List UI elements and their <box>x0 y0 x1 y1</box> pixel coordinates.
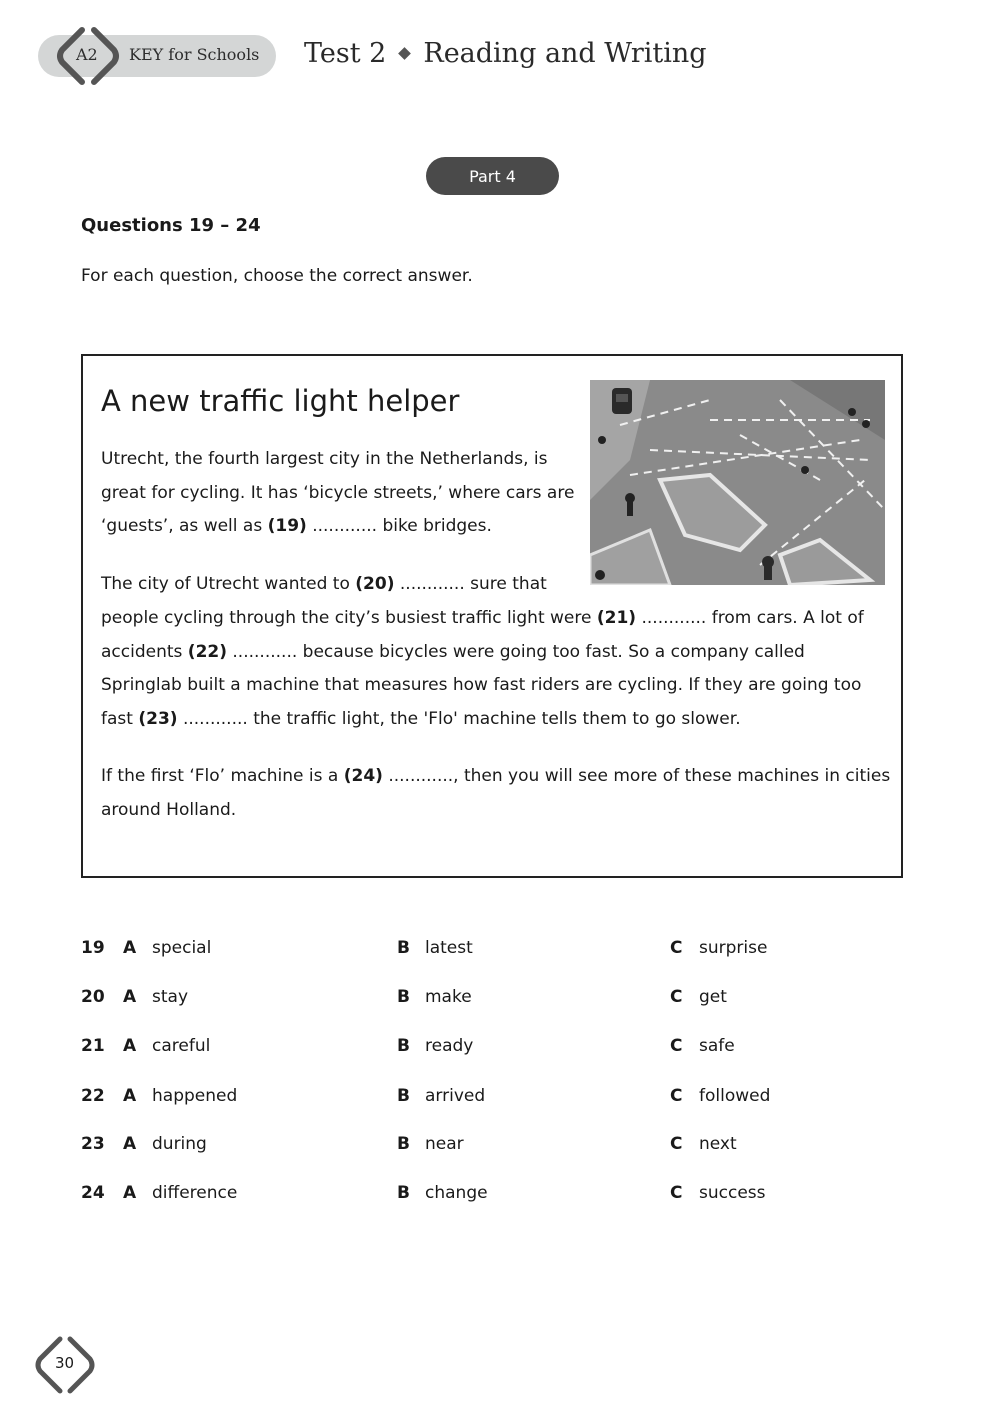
option-24-a[interactable]: difference <box>152 1183 238 1203</box>
passage-text: ............, then you will see more of these machines in cities around Holland. <box>101 766 891 820</box>
instruction-text: For each question, choose the correct answer. <box>81 266 473 286</box>
question-number: 23 <box>81 1134 105 1154</box>
option-19-c[interactable]: surprise <box>699 938 768 958</box>
passage-text: people cycling through the city’s busiest traffic light were <box>101 608 597 628</box>
passage-text: ............ because bicycles were going too fast. So a company called Springlab built a machine that measures how fast riders are cycling. If they are going too fast <box>101 641 862 729</box>
option-19-a[interactable]: special <box>152 938 212 958</box>
exam-level: A2 <box>76 45 98 64</box>
question-number: 20 <box>81 987 105 1007</box>
gap-22: (22) <box>187 641 227 662</box>
option-24-b[interactable]: change <box>425 1183 488 1203</box>
gap-21: (21) <box>596 608 637 628</box>
passage-text: ............ the traffic light, the 'Flo' machine tells them to go slower. <box>177 708 741 729</box>
question-24-options <box>81 1183 901 1213</box>
option-20-a[interactable]: stay <box>152 987 189 1007</box>
option-letter: C <box>670 1086 683 1106</box>
question-number: 21 <box>81 1036 105 1056</box>
part-label: Part 4 <box>426 157 559 195</box>
passage-paragraph-1 <box>101 443 576 544</box>
passage-text: The city of Utrecht wanted to <box>101 574 356 594</box>
option-letter: C <box>670 1134 683 1154</box>
option-letter: B <box>397 987 410 1007</box>
question-20-options <box>81 987 901 1017</box>
question-number: 22 <box>81 1086 105 1106</box>
passage-text: If the first ‘Flo’ machine is a <box>101 766 344 786</box>
section-label: Reading and Writing <box>423 38 707 69</box>
option-letter: B <box>397 1036 410 1056</box>
gap-19: (19) <box>267 516 307 537</box>
option-21-b[interactable]: ready <box>425 1036 474 1056</box>
option-letter: C <box>670 938 683 958</box>
passage-paragraph-3 <box>101 760 891 827</box>
passage-text: ............ sure that <box>394 574 547 594</box>
gap-24: (24) <box>343 766 383 786</box>
test-label: Test 2 <box>304 38 387 69</box>
exam-name: KEY for Schools <box>129 45 260 64</box>
option-21-c[interactable]: safe <box>699 1036 735 1056</box>
option-23-c[interactable]: next <box>699 1134 737 1154</box>
option-22-a[interactable]: happened <box>152 1086 238 1106</box>
option-letter: A <box>123 938 137 958</box>
option-21-a[interactable]: careful <box>152 1036 211 1056</box>
option-letter: C <box>670 987 683 1007</box>
question-number: 24 <box>81 1183 105 1203</box>
option-letter: A <box>123 1183 137 1203</box>
question-22-options <box>81 1086 901 1116</box>
option-letter: A <box>123 1036 137 1056</box>
option-letter: C <box>670 1036 683 1056</box>
option-letter: A <box>123 987 137 1007</box>
option-letter: B <box>397 1086 410 1106</box>
passage-paragraph-2 <box>101 602 891 736</box>
option-24-c[interactable]: success <box>699 1183 766 1203</box>
option-20-b[interactable]: make <box>425 987 472 1007</box>
gap-20: (20) <box>355 574 395 594</box>
option-23-b[interactable]: near <box>425 1134 464 1154</box>
question-21-options <box>81 1036 901 1066</box>
option-22-c[interactable]: followed <box>699 1086 771 1106</box>
option-letter: A <box>123 1134 137 1154</box>
question-23-options <box>81 1134 901 1164</box>
passage-text: ............ from cars. A lot of accidents <box>101 608 864 662</box>
option-23-a[interactable]: during <box>152 1134 207 1154</box>
passage-paragraph-2-line-1 <box>101 568 581 602</box>
passage-text: ............ bike bridges. <box>306 516 492 537</box>
questions-heading: Questions 19 – 24 <box>81 215 261 236</box>
option-letter: B <box>397 938 410 958</box>
question-19-options <box>81 938 901 968</box>
option-letter: A <box>123 1086 137 1106</box>
option-letter: B <box>397 1183 410 1203</box>
page-number: 30 <box>55 1354 75 1372</box>
gap-23: (23) <box>138 708 178 729</box>
article-title: A new traffic light helper <box>101 384 460 418</box>
option-letter: C <box>670 1183 683 1203</box>
option-19-b[interactable]: latest <box>425 938 473 958</box>
question-number: 19 <box>81 938 105 958</box>
option-letter: B <box>397 1134 410 1154</box>
option-22-b[interactable]: arrived <box>425 1086 486 1106</box>
option-20-c[interactable]: get <box>699 987 727 1007</box>
traffic-intersection-photo <box>590 380 885 585</box>
page-header-title <box>304 38 707 69</box>
passage-text: Utrecht, the fourth largest city in the Netherlands, is great for cycling. It has ‘bicycle streets,’ where cars are ‘guests’, as well as <box>101 449 575 537</box>
diamond-separator-icon <box>398 47 411 60</box>
